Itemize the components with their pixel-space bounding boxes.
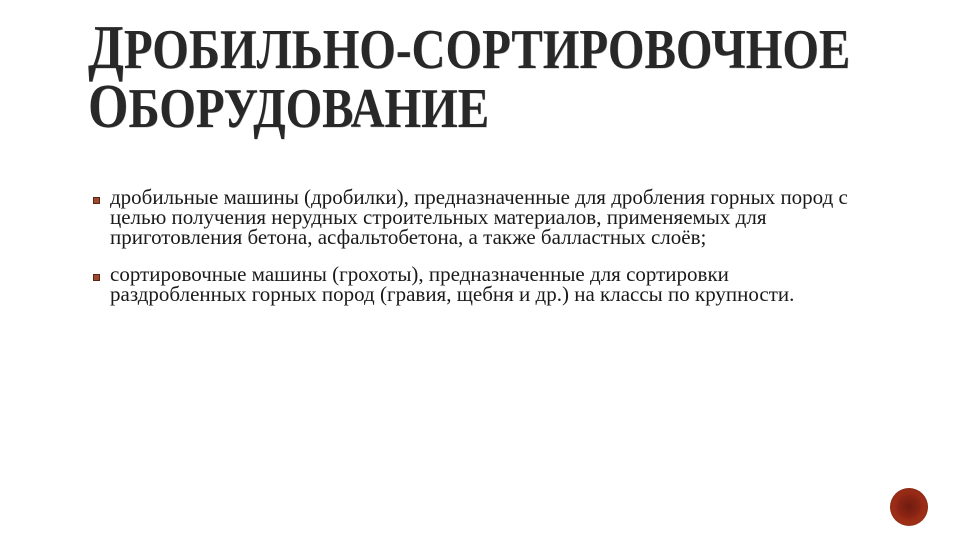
bullet-item <box>93 187 848 247</box>
bullet-text-line: приготовления бетона, асфальтобетона, а также балластных слоёв; <box>110 225 707 249</box>
square-bullet-icon <box>93 197 100 204</box>
bullet-list <box>93 187 848 304</box>
bullet-text-line: целью получения нерудных строительных материалов, применяемых для <box>110 205 767 229</box>
bullet-text <box>110 187 848 247</box>
bullet-text-line: раздробленных горных пород (гравия, щебня и др.) на классы по крупности. <box>110 282 795 306</box>
square-bullet-icon <box>93 274 100 281</box>
bullet-text <box>110 264 848 304</box>
bullet-text-line: дробильные машины (дробилки), предназначенные для дробления горных пород с <box>110 185 848 209</box>
bullet-text-line: сортировочные машины (грохоты), предназначенные для сортировки <box>110 262 729 286</box>
grunge-circle-badge-icon <box>890 488 928 526</box>
slide-title-line-2: ОБОРУДОВАНИЕ <box>88 73 490 141</box>
bullet-item <box>93 264 848 304</box>
slide-title <box>88 14 851 141</box>
slide-title-line-1: ДРОБИЛЬНО-СОРТИРОВОЧНОЕ <box>88 14 851 82</box>
